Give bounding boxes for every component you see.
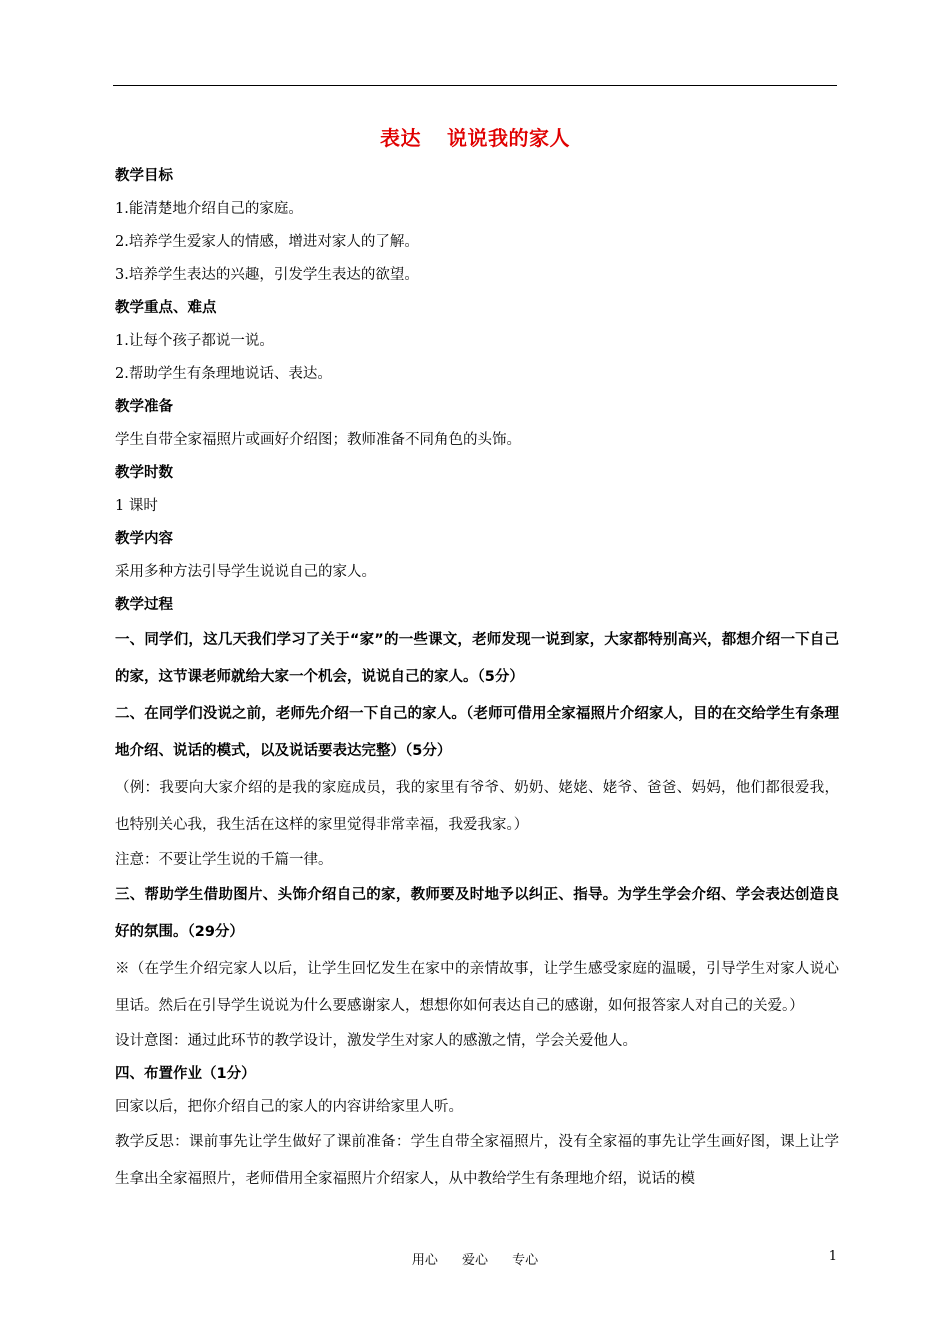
footer-word-2: 爱心 [461,1253,488,1268]
step-3: 三、帮助学生借助图片、头饰介绍自己的家，教师要及时地予以纠正、指导。为学生学会介绍、学会表达创造良好的氛围。（29分） [115,887,839,940]
footer-motto [0,1249,950,1268]
page-number: 1 [828,1249,837,1264]
goal-3: 3.培养学生表达的兴趣，引发学生表达的欲望。 [115,267,419,283]
document-body [115,160,839,1198]
step-2: 二、在同学们没说之前，老师先介绍一下自己的家人。（老师可借用全家福照片介绍家人，目的在交给学生有条理地介绍、说话的模式，以及说话要表达完整）（5分） [115,706,839,759]
key-2: 2.帮助学生有条理地说话、表达。 [115,366,332,382]
document-title [0,122,950,151]
title-right: 说说我的家人 [447,126,570,150]
title-left: 表达 [380,126,421,150]
header-rule [113,85,837,86]
prep-heading: 教学准备 [115,399,173,415]
step-4: 四、布置作业（1分） [115,1066,256,1082]
goal-1: 1.能清楚地介绍自己的家庭。 [115,201,303,217]
step-1: 一、同学们，这几天我们学习了关于“家”的一些课文，老师发现一说到家，大家都特别高兴，都想介绍一下自己的家，这节课老师就给大家一个机会，说说自己的家人。（5分） [115,632,839,685]
hours-heading: 教学时数 [115,465,173,481]
hours-text: 1 课时 [115,498,158,514]
key-1: 1.让每个孩子都说一说。 [115,333,274,349]
key-heading: 教学重点、难点 [115,300,217,316]
step-3-note: ※（在学生介绍完家人以后，让学生回忆发生在家中的亲情故事，让学生感受家庭的温暖，引导学生对家人说心里话。然后在引导学生说说为什么要感谢家人，想想你如何表达自己的感谢，如何报答家人对自己的关爱。） [115,961,839,1014]
footer-word-3: 专心 [512,1253,539,1268]
step-4-text: 回家以后，把你介绍自己的家人的内容讲给家里人听。 [115,1099,463,1115]
goals-heading: 教学目标 [115,168,173,184]
step-2-note: 注意：不要让学生说的千篇一律。 [115,852,333,868]
footer-word-1: 用心 [411,1253,438,1268]
process-heading: 教学过程 [115,597,173,613]
content-text: 采用多种方法引导学生说说自己的家人。 [115,564,376,580]
reflection: 教学反思：课前事先让学生做好了课前准备：学生自带全家福照片，没有全家福的事先让学生画好图，课上让学生拿出全家福照片，老师借用全家福照片介绍家人，从中教给学生有条理地介绍，说话的模 [115,1134,839,1187]
step-2-example: （例：我要向大家介绍的是我的家庭成员，我的家里有爷爷、奶奶、姥姥、姥爷、爸爸、妈妈，他们都很爱我，也特别关心我，我生活在这样的家里觉得非常幸福，我爱我家。） [115,780,839,833]
content-heading: 教学内容 [115,531,173,547]
goal-2: 2.培养学生爱家人的情感，增进对家人的了解。 [115,234,419,250]
prep-text: 学生自带全家福照片或画好介绍图；教师准备不同角色的头饰。 [115,432,521,448]
step-3-intent: 设计意图：通过此环节的教学设计，激发学生对家人的感激之情，学会关爱他人。 [115,1033,637,1049]
